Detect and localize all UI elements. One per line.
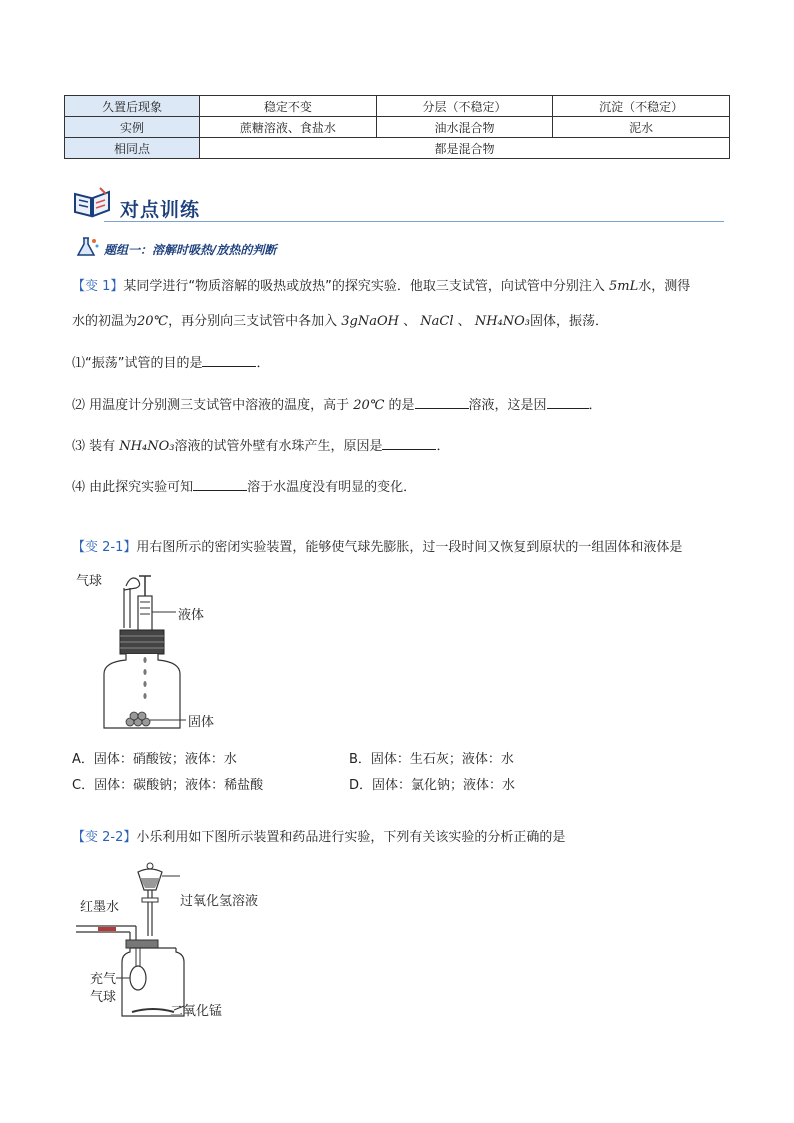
- table-row: [65, 96, 730, 117]
- table-row: [65, 117, 730, 138]
- open-book-icon: [72, 186, 112, 222]
- q1-temp: 20℃: [137, 314, 169, 329]
- q1-part-text: ．: [588, 398, 602, 413]
- q2-2-stem: [72, 826, 565, 845]
- question-tag: 【变 2-1】: [72, 540, 137, 555]
- q1-part-text: ⑷ 由此探究实验可知: [72, 480, 194, 495]
- h2o2-apparatus-figure: [76, 858, 276, 1020]
- q1-part-text: ⑵ 用温度计分别测三支试管中溶液的温度，高于: [72, 398, 350, 413]
- table-row-header: 实例: [65, 117, 200, 138]
- option-d[interactable]: D．固体：氯化钠；液体：水: [349, 778, 516, 793]
- option-a[interactable]: A．固体：硝酸铵；液体：水: [72, 752, 237, 767]
- q1-text: 水，测得: [638, 279, 691, 294]
- q1-part-text: 的是: [388, 398, 415, 413]
- mno2-label: 二氧化锰: [170, 1004, 223, 1019]
- answer-blank[interactable]: [382, 437, 436, 450]
- q1-line-1: [72, 275, 690, 294]
- table-row: [65, 138, 730, 159]
- q1-part-2: [72, 394, 602, 413]
- answer-blank[interactable]: [415, 396, 469, 409]
- q1-part-text: 溶液，这是因: [468, 398, 547, 413]
- table-cell: 泥水: [553, 117, 730, 138]
- table-row-header: 久置后现象: [65, 96, 200, 117]
- table-cell: 沉淀（不稳定）: [553, 96, 730, 117]
- q1-part-text: 溶于水温度没有明显的变化．: [247, 480, 417, 495]
- section-divider: [104, 221, 724, 222]
- question-tag: 【变 2-2】: [72, 830, 137, 845]
- balloon-label: 气球: [76, 574, 103, 589]
- table-row-header: 相同点: [65, 138, 200, 159]
- q1-formula: NH₄NO₃: [119, 439, 175, 454]
- q1-part-text: ⑶ 装有: [72, 439, 116, 454]
- answer-blank[interactable]: [547, 396, 589, 409]
- balloon-label-1: 充气: [90, 972, 117, 987]
- table-cell: 油水混合物: [376, 117, 553, 138]
- q1-text: 某同学进行“物质溶解的吸热或放热”的探究实验．他取三支试管，向试管中分别注入: [123, 279, 605, 294]
- sealed-flask-figure: [76, 566, 256, 736]
- table-cell: 稳定不变: [200, 96, 377, 117]
- table-cell-merged: 都是混合物: [200, 138, 730, 159]
- q2-1-stem: [72, 536, 682, 555]
- q1-line-2: [72, 310, 608, 329]
- q1-part-text: ⑴“振荡”试管的目的是: [72, 356, 203, 371]
- subsection-title: 题组一：溶解时吸热/放热的判断: [104, 243, 277, 257]
- q2-2-text: 小乐利用如下图所示装置和药品进行实验，下列有关该实验的分析正确的是: [136, 830, 566, 845]
- q1-text: 、: [457, 314, 471, 329]
- q1-part-3: [72, 435, 449, 454]
- q1-formula: NaCl: [420, 314, 454, 329]
- section-title: 对点训练: [120, 199, 201, 221]
- balloon-label-2: 气球: [90, 990, 117, 1005]
- red-ink-label: 红墨水: [80, 900, 120, 915]
- q1-temp: 20℃: [353, 398, 385, 413]
- liquid-label: 液体: [178, 608, 205, 623]
- answer-blank[interactable]: [202, 354, 256, 367]
- question-tag: 【变 1】: [72, 279, 124, 294]
- q2-1-text: 用右图所示的密闭实验装置，能够使气球先膨胀，过一段时间又恢复到原状的一组固体和液体是: [136, 540, 683, 555]
- option-b[interactable]: B．固体：生石灰；液体：水: [349, 752, 514, 767]
- q1-formula: NH₄NO₃: [474, 314, 530, 329]
- solid-label: 固体: [188, 715, 215, 730]
- q1-text: 水的初温为: [72, 314, 138, 329]
- q1-text: 、: [403, 314, 417, 329]
- q1-part-text: 溶液的试管外壁有水珠产生，原因是: [174, 439, 383, 454]
- comparison-table: [64, 95, 730, 159]
- flask-icon: [74, 236, 100, 262]
- option-c[interactable]: C．固体：碳酸钠；液体：稀盐酸: [72, 778, 264, 793]
- q1-volume: 5mL: [609, 279, 639, 294]
- q1-part-text: ．: [436, 439, 450, 454]
- table-cell: 分层（不稳定）: [376, 96, 553, 117]
- q1-part-1: [72, 352, 270, 371]
- q1-text: ，再分别向三支试管中各加入: [168, 314, 338, 329]
- h2o2-label: 过氧化氢溶液: [180, 894, 259, 909]
- q1-formula: 3gNaOH: [341, 314, 399, 329]
- table-cell: 蔗糖溶液、食盐水: [200, 117, 377, 138]
- q1-part-4: [72, 476, 416, 495]
- q1-text: 固体，振荡．: [529, 314, 608, 329]
- q1-part-text: ．: [256, 356, 270, 371]
- answer-blank[interactable]: [193, 478, 247, 491]
